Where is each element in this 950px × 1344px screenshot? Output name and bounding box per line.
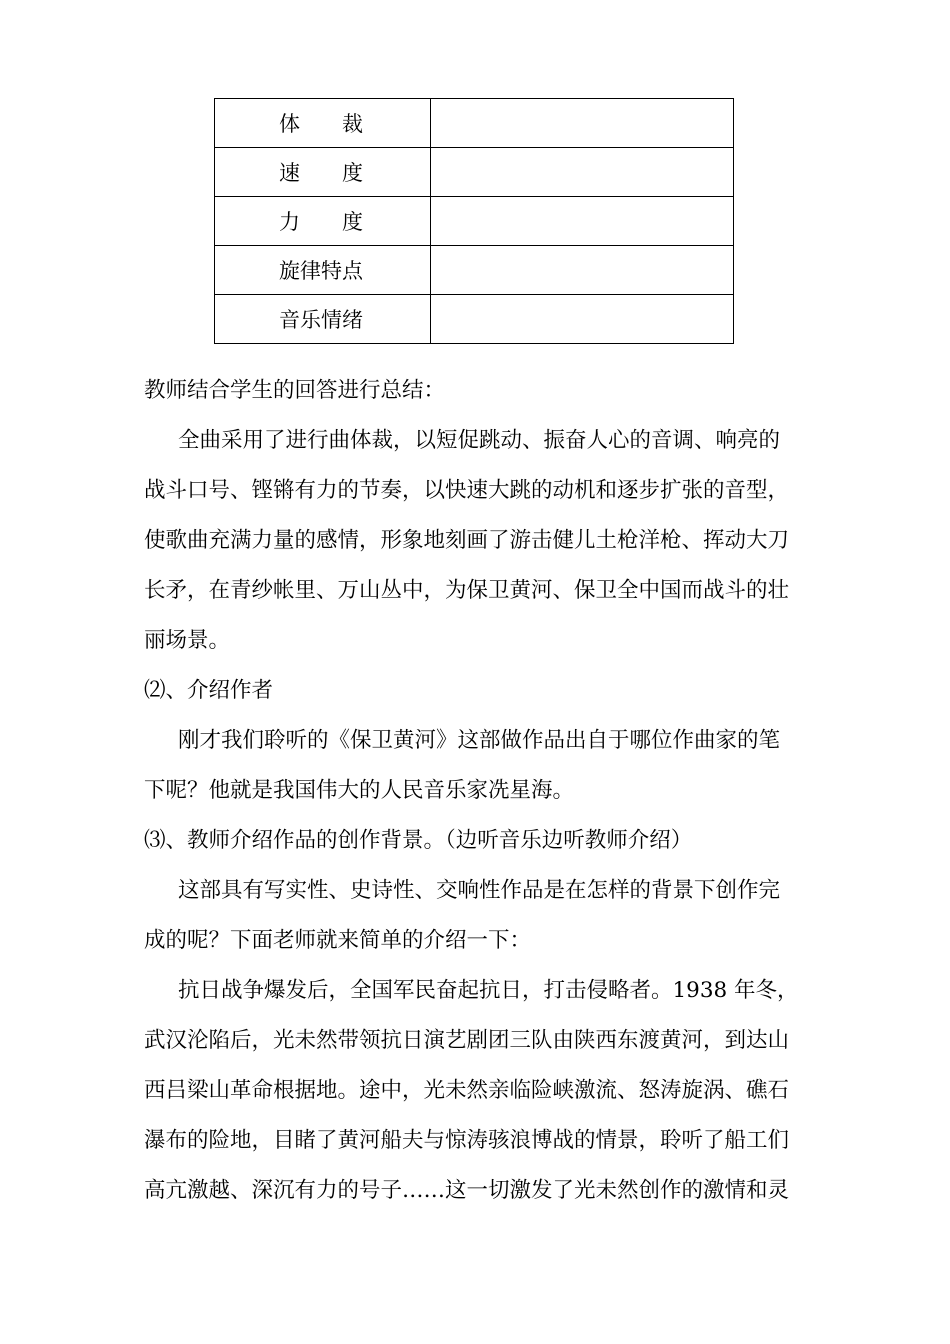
paragraph-background-intro [144,866,824,966]
paragraph-line: 丽场景。 [144,628,231,653]
paragraph-line: 这部具有写实性、史诗性、交响性作品是在怎样的背景下创作完 [178,878,781,903]
table-row [215,99,734,148]
paragraph-line: 长矛，在青纱帐里、万山丛中，为保卫黄河、保卫全中国而战斗的壮 [144,578,790,603]
paragraph-line: 瀑布的险地，目睹了黄河船夫与惊涛骇浪博战的情景，聆听了船工们 [144,1128,790,1153]
section-heading-composer: ⑵、介绍作者 [144,678,274,703]
paragraph-background-story [144,966,824,1216]
table-row [215,197,734,246]
paragraph-line: 下呢？他就是我国伟大的人民音乐家冼星海。 [144,778,575,803]
paragraph-line: 全曲采用了进行曲体裁，以短促跳动、振奋人心的音调、响亮的 [178,428,781,453]
row-value-tempo [430,148,733,197]
row-value-genre [430,99,733,148]
table-row [215,295,734,344]
row-label-mood: 音乐情绪 [215,295,431,344]
row-label-dynamics: 力 度 [215,197,431,246]
paragraph-composer [144,716,824,816]
document-body [144,366,824,1216]
paragraph-line: 使歌曲充满力量的感情，形象地刻画了游击健儿土枪洋枪、挥动大刀 [144,528,790,553]
row-label-genre: 体 裁 [215,99,431,148]
row-value-melody [430,246,733,295]
row-label-melody: 旋律特点 [215,246,431,295]
row-value-mood [430,295,733,344]
music-analysis-table [214,98,734,344]
table-row [215,246,734,295]
section-heading-background: ⑶、教师介绍作品的创作背景。（边听音乐边听教师介绍） [144,828,693,853]
table-row [215,148,734,197]
paragraph-line: 高亢激越、深沉有力的号子……这一切激发了光未然创作的激情和灵 [144,1178,790,1203]
paragraph-line: 成的呢？下面老师就来简单的介绍一下： [144,928,532,953]
paragraph-line: 刚才我们聆听的《保卫黄河》这部做作品出自于哪位作曲家的笔 [178,728,781,753]
paragraph-line: 武汉沦陷后，光未然带领抗日演艺剧团三队由陕西东渡黄河，到达山 [144,1028,790,1053]
paragraph-line: 战斗口号、铿锵有力的节奏，以快速大跳的动机和逐步扩张的音型， [144,478,790,503]
summary-intro: 教师结合学生的回答进行总结： [144,378,446,403]
paragraph-line: 西吕梁山革命根据地。途中，光未然亲临险峡激流、怒涛旋涡、礁石 [144,1078,790,1103]
paragraph-line: 抗日战争爆发后，全国军民奋起抗日，打击侵略者。1938 年冬， [178,978,799,1003]
row-value-dynamics [430,197,733,246]
row-label-tempo: 速 度 [215,148,431,197]
paragraph-summary [144,416,824,666]
